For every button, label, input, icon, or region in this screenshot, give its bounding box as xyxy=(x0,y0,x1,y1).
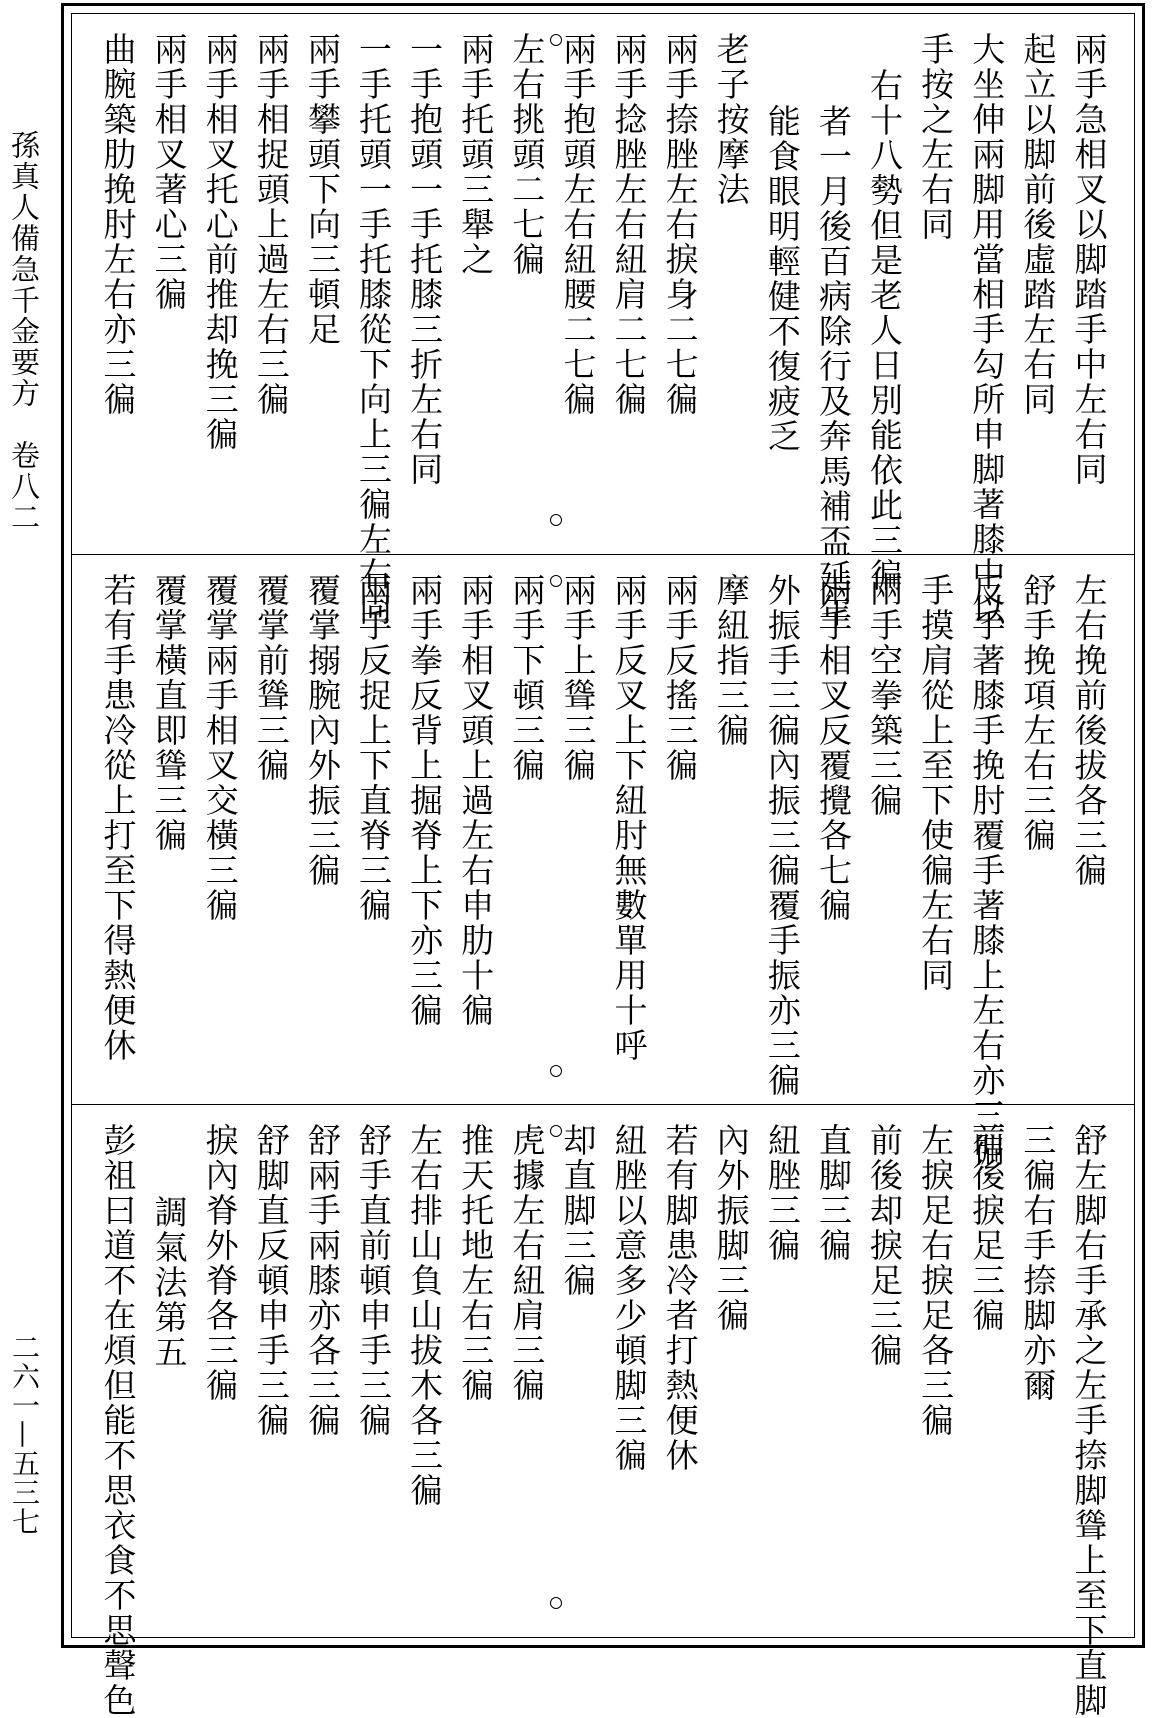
text-column: 左右挽前後拔各三徧 xyxy=(1069,573,1109,888)
text-column: 左捩足右捩足各三徧 xyxy=(916,1123,956,1438)
text-column: 大坐伸兩脚用當相手勾所申脚著膝中以 xyxy=(967,32,1007,627)
text-column: 兩手反叉上下紐肘無數單用十呼 xyxy=(609,573,649,1063)
text-column: 舒手挽項左右三徧 xyxy=(1018,573,1058,853)
text-column: 內外振脚三徧 xyxy=(711,1123,751,1333)
text-column: 紐脞以意多少頓脚三徧 xyxy=(609,1123,649,1473)
text-block xyxy=(71,13,1135,1718)
fold-circle-mark xyxy=(550,34,562,46)
text-column: 若有手患冷從上打至下得熱便休 xyxy=(98,573,138,1063)
text-column: 推天托地左右三徧 xyxy=(456,1123,496,1403)
text-column: 一手抱頭一手托膝三折左右同 xyxy=(405,32,445,487)
text-column: 舒左脚右手承之左手捺脚聳上至下直脚 xyxy=(1069,1123,1109,1718)
text-column: 左右挑頭二七徧 xyxy=(507,32,547,277)
text-column: 兩手空拳築三徧 xyxy=(865,573,905,818)
text-column: 覆掌兩手相叉交橫三徧 xyxy=(200,573,240,923)
text-column: 舒脚直反頓申手三徧 xyxy=(251,1123,291,1438)
text-column: 老子按摩法 xyxy=(711,32,751,207)
text-column: 左右排山負山拔木各三徧 xyxy=(405,1123,445,1508)
text-column: 兩手相叉著心三徧 xyxy=(149,32,189,312)
text-column: 兩手托頭三舉之 xyxy=(456,32,496,277)
text-column: 覆掌搦腕內外振三徧 xyxy=(302,573,342,888)
text-column: 兩手相捉頭上過左右三徧 xyxy=(251,32,291,417)
text-column: 手按之左右同 xyxy=(916,32,956,242)
text-column: 捩內脊外脊各三徧 xyxy=(200,1123,240,1403)
register-middle xyxy=(72,554,1134,1168)
text-column: 兩手相叉反覆攪各七徧 xyxy=(813,573,853,923)
text-column: 三徧右手捺脚亦爾 xyxy=(1018,1123,1058,1403)
text-column: 直脚三徧 xyxy=(813,1123,853,1263)
text-column: 兩手反捉上下直脊三徧 xyxy=(354,573,394,923)
text-column: 右十八勢但是老人日別能依此三徧 xyxy=(865,68,905,593)
text-column: 兩手上聳三徧 xyxy=(558,573,598,783)
text-column: 兩手拳反背上掘脊上下亦三徧 xyxy=(405,573,445,1028)
text-column: 一手托頭一手托膝從下向上三徧左右同 xyxy=(354,32,394,627)
text-column: 虎據左右紐肩三徧 xyxy=(507,1123,547,1403)
fold-circle-mark xyxy=(550,1065,562,1077)
page-frame xyxy=(61,3,1145,1718)
text-column: 兩手下頓三徧 xyxy=(507,573,547,783)
text-column: 舒兩手兩膝亦各三徧 xyxy=(302,1123,342,1438)
fold-circle-mark xyxy=(550,1125,562,1137)
text-column: 起立以脚前後虛踏左右同 xyxy=(1018,32,1058,417)
register-top xyxy=(72,14,1134,629)
text-column: 却直脚三徧 xyxy=(558,1123,598,1298)
register-bottom xyxy=(72,1104,1134,1718)
text-column: 者一月後百病除行及奔馬補盃延年 xyxy=(813,104,853,629)
page-number: 二六一—五三七 xyxy=(8,1333,41,1536)
text-column: 彭祖曰道不在煩但能不思衣食不思聲色 xyxy=(98,1123,138,1718)
text-column: 覆掌前聳三徧 xyxy=(251,573,291,783)
text-column: 反手著膝手挽肘覆手著膝上左右亦三徧 xyxy=(967,573,1007,1168)
text-column: 兩手相叉頭上過左右申肋十徧 xyxy=(456,573,496,1028)
text-column: 兩手攀頭下向三頓足 xyxy=(302,32,342,347)
fold-circle-mark xyxy=(550,514,562,526)
text-column: 覆掌橫直即聳三徧 xyxy=(149,573,189,853)
text-column: 曲腕築肋挽肘左右亦三徧 xyxy=(98,32,138,417)
text-column: 兩手捻脞左右紐肩二七徧 xyxy=(609,32,649,417)
text-column: 紐脞三徧 xyxy=(762,1123,802,1263)
text-column: 舒手直前頓申手三徧 xyxy=(354,1123,394,1438)
book-title: 孫真人備急千金要方 卷八二 xyxy=(7,130,41,533)
text-column: 兩手捺脞左右捩身二七徧 xyxy=(660,32,700,417)
text-column: 若有脚患冷者打熱便休 xyxy=(660,1123,700,1473)
text-column: 手摸肩從上至下使徧左右同 xyxy=(916,573,956,993)
fold-circle-mark xyxy=(550,1597,562,1609)
text-column: 兩手反搖三徧 xyxy=(660,573,700,783)
text-column: 能食眼明輕健不復疲乏 xyxy=(762,104,802,454)
text-column: 前後捩足三徧 xyxy=(967,1123,1007,1333)
text-column: 兩手相叉托心前推却挽三徧 xyxy=(200,32,240,452)
text-column: 摩紐指三徧 xyxy=(711,573,751,748)
text-column: 外振手三徧內振三徧覆手振亦三徧 xyxy=(762,573,802,1098)
text-column: 兩手急相叉以脚踏手中左右同 xyxy=(1069,32,1109,487)
text-column: 前後却捩足三徧 xyxy=(865,1123,905,1368)
fold-circle-mark xyxy=(550,575,562,587)
text-column: 調氣法第五 xyxy=(149,1195,189,1370)
text-column: 兩手抱頭左右紐腰二七徧 xyxy=(558,32,598,417)
